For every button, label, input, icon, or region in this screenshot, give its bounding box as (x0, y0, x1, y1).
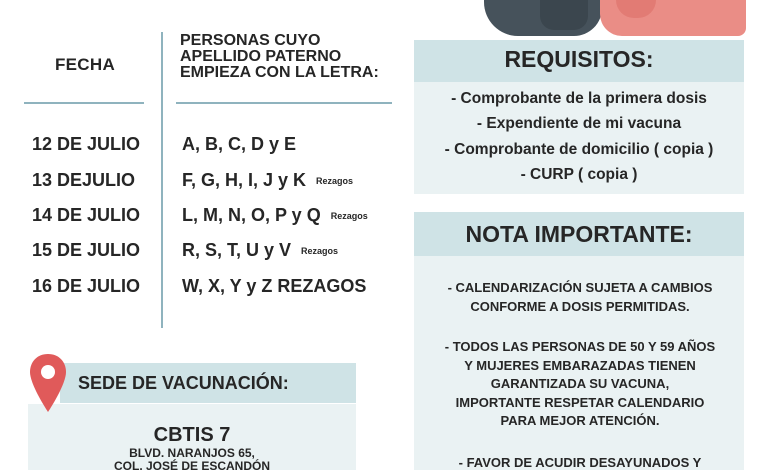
requisito-item: - Comprobante de domicilio ( copia ) (444, 141, 714, 158)
nota-line: IMPORTANTE RESPETAR CALENDARIO (455, 394, 705, 410)
letters-text: L, M, N, O, P y Q (182, 205, 321, 225)
schedule-letters (182, 205, 368, 226)
letters-text: A, B, C, D y E (182, 134, 297, 154)
schedule-letters (182, 170, 353, 191)
rezagos-note: Rezagos (316, 176, 354, 186)
schedule-date: 16 DE JULIO (32, 276, 141, 296)
nota-line: Y MUJERES EMBARAZADAS TIENEN (464, 357, 696, 373)
nota-line: CONFORME A DOSIS PERMITIDAS. (470, 298, 690, 314)
schedule-date: 15 DE JULIO (32, 240, 141, 260)
rezagos-note: Rezagos (330, 211, 368, 221)
location-pin-icon (28, 352, 68, 414)
schedule-date: 13 DEJULIO (32, 170, 136, 190)
letters-column-header (180, 33, 410, 81)
letters-text: W, X, Y y Z REZAGOS (182, 276, 367, 296)
date-header-rule (24, 102, 144, 104)
requisitos-title: REQUISITOS: (504, 46, 654, 72)
nota-paragraph (420, 338, 740, 431)
sede-address (28, 447, 356, 473)
letters-text: R, S, T, U y V (182, 240, 292, 260)
nota-paragraph (420, 279, 740, 316)
sede-address-line: COL. JOSÉ DE ESCANDÓN (113, 459, 271, 473)
nota-line: PARA MEJOR ATENCIÓN. (500, 413, 660, 428)
nota-line: - TODOS LAS PERSONAS DE 50 Y 59 AÑOS (444, 339, 716, 354)
column-divider (161, 32, 163, 328)
schedule-date: 12 DE JULIO (32, 134, 141, 154)
nota-line: GARANTIZADA SU VACUNA, (490, 376, 670, 391)
rezagos-note: Rezagos (301, 246, 339, 256)
schedule-letters (182, 240, 338, 261)
schedule-date: 14 DE JULIO (32, 205, 141, 225)
nota-line: - CALENDARIZACIÓN SUJETA A CAMBIOS (447, 280, 713, 295)
requisito-item: - Comprobante de la primera dosis (451, 90, 707, 107)
requisito-item: - CURP ( copia ) (520, 166, 638, 183)
nota-line: - FAVOR DE ACUDIR DESAYUNADOS Y (458, 455, 702, 470)
sede-address-line: BLVD. NARANJOS 65, (129, 446, 255, 460)
date-column-header: FECHA (54, 55, 116, 74)
letters-header-line: APELLIDO PATERNO (180, 48, 342, 65)
schedule-letters (182, 276, 366, 297)
nota-title: NOTA IMPORTANTE: (465, 221, 693, 247)
letters-header-line: EMPIEZA CON LA LETRA: (180, 64, 379, 81)
letters-text: F, G, H, I, J y K (182, 170, 307, 190)
illustration-dark-detail (540, 0, 588, 30)
sede-name: CBTIS 7 (153, 424, 231, 446)
requisito-item: - Expendiente de mi vacuna (476, 115, 682, 132)
letters-header-rule (176, 102, 392, 104)
sede-title: SEDE DE VACUNACIÓN: (78, 373, 289, 393)
schedule-letters (182, 134, 296, 155)
letters-header-line: PERSONAS CUYO (180, 32, 321, 49)
